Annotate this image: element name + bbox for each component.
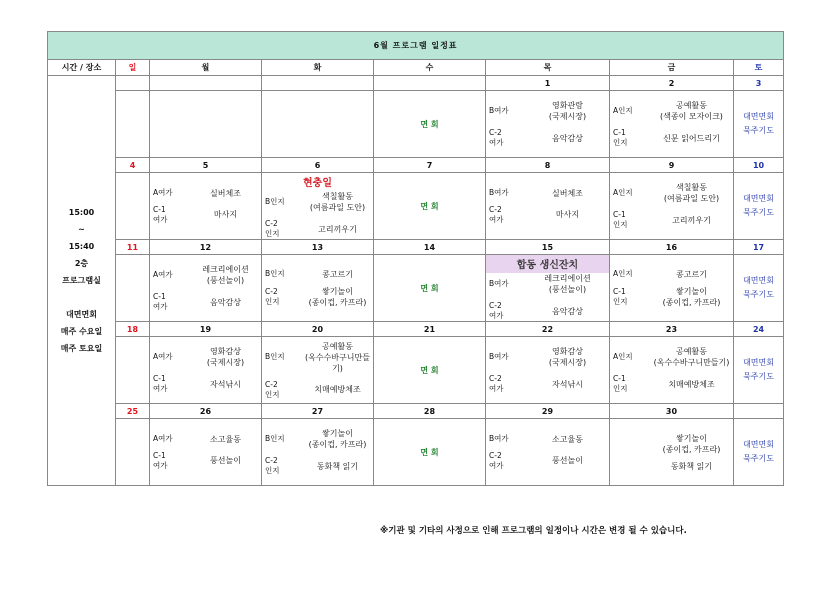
activity-name: 고리끼우기 bbox=[318, 224, 357, 234]
activity-grid bbox=[610, 433, 733, 472]
date-mon: 5 bbox=[150, 158, 262, 173]
activity-name: 영화관람 (국제시장) bbox=[548, 101, 587, 121]
group-label: C-1 여가 bbox=[153, 374, 168, 393]
date-thu: 29 bbox=[486, 404, 610, 419]
date-fri: 23 bbox=[610, 322, 734, 337]
activity-name: 풍선놀이 bbox=[210, 456, 241, 465]
date-mon: 19 bbox=[150, 322, 262, 337]
activity-grid bbox=[262, 191, 373, 239]
activity-grid bbox=[150, 434, 261, 471]
activity-name: 쌓기놀이 (종이컵, 카프라) bbox=[308, 286, 367, 307]
activity-name: 실버체조 bbox=[210, 188, 241, 198]
activity-grid bbox=[486, 346, 609, 394]
date-sat: 3 bbox=[734, 76, 784, 91]
header-sat: 토 bbox=[734, 60, 784, 76]
floor: 2층 bbox=[74, 259, 89, 268]
activity-name: 콩고르기 bbox=[676, 269, 707, 279]
activity-row bbox=[48, 337, 784, 404]
time-start: 15:00 bbox=[68, 208, 95, 217]
cell-mon-week1 bbox=[150, 91, 262, 158]
activity-name: 마사지 bbox=[555, 210, 580, 219]
group-label: A인지 bbox=[613, 352, 633, 361]
cell-fri-week4 bbox=[610, 337, 734, 404]
date-wed: 7 bbox=[374, 158, 486, 173]
room: 프로그램실 bbox=[62, 276, 101, 285]
cell-tue-week4 bbox=[262, 337, 374, 404]
date-row bbox=[48, 240, 784, 255]
visit-title: 대면면회 bbox=[66, 310, 97, 319]
group-label: B인지 bbox=[265, 197, 285, 206]
activity-grid bbox=[262, 428, 373, 476]
header-wed: 수 bbox=[374, 60, 486, 76]
activity-name: 풍선놀이 bbox=[552, 456, 583, 465]
date-thu: 8 bbox=[486, 158, 610, 173]
saturday-cell: 대면면회 묵주기도 bbox=[734, 419, 784, 486]
activity-grid bbox=[610, 346, 733, 394]
event-banner: 현충일 bbox=[303, 178, 332, 189]
activity-name: 레크리에이션 (풍선놀이) bbox=[544, 274, 591, 294]
activity-name: 자석낚시 bbox=[552, 379, 583, 389]
header-tue: 화 bbox=[262, 60, 374, 76]
group-label: A인지 bbox=[613, 188, 633, 197]
group-label: A인지 bbox=[613, 269, 633, 278]
date-wed bbox=[374, 76, 486, 91]
activity-grid bbox=[262, 269, 373, 308]
group-label: C-2 여가 bbox=[489, 204, 504, 224]
activity-name: 자석낚시 bbox=[210, 379, 241, 389]
meeting-cell: 면 회 bbox=[374, 419, 486, 486]
date-row bbox=[48, 158, 784, 173]
activity-grid bbox=[262, 341, 373, 400]
group-label: C-2 여가 bbox=[489, 374, 504, 393]
side-info bbox=[48, 204, 115, 357]
date-fri: 2 bbox=[610, 76, 734, 91]
date-sun: 11 bbox=[116, 240, 150, 255]
activity-grid bbox=[610, 100, 733, 148]
group-label: B여가 bbox=[489, 279, 509, 288]
date-sat: 10 bbox=[734, 158, 784, 173]
date-sun: 4 bbox=[116, 158, 150, 173]
activity-name: 공예활동 (옥수수바구니만들기) bbox=[305, 341, 370, 373]
header-sun: 일 bbox=[116, 60, 150, 76]
group-label: C-2 인지 bbox=[265, 219, 280, 238]
date-sun: 25 bbox=[116, 404, 150, 419]
schedule-table bbox=[47, 31, 784, 486]
header-mon: 월 bbox=[150, 60, 262, 76]
event-banner: 합동 생신잔치 bbox=[486, 255, 609, 273]
activity-name: 동화책 읽기 bbox=[316, 461, 359, 471]
group-label: B인지 bbox=[265, 352, 285, 361]
activity-name: 공예활동 (색종이 모자이크) bbox=[660, 101, 723, 121]
cell-fri-week2 bbox=[610, 173, 734, 240]
activity-grid bbox=[486, 188, 609, 225]
date-fri: 30 bbox=[610, 404, 734, 419]
cell-tue-week1 bbox=[262, 91, 374, 158]
activity-row bbox=[48, 255, 784, 322]
saturday-cell: 대면면회 묵주기도 bbox=[734, 91, 784, 158]
date-wed: 14 bbox=[374, 240, 486, 255]
activity-grid bbox=[150, 188, 261, 225]
activity-grid bbox=[610, 182, 733, 230]
activity-grid bbox=[610, 269, 733, 308]
cell-sun-week2 bbox=[116, 173, 150, 240]
header-time-place: 시간 / 장소 bbox=[48, 60, 116, 76]
date-tue: 6 bbox=[262, 158, 374, 173]
activity-row bbox=[48, 419, 784, 486]
group-label: C-1 인지 bbox=[613, 286, 628, 306]
group-label: C-1 여가 bbox=[153, 450, 168, 470]
meeting-cell: 면 회 bbox=[374, 337, 486, 404]
date-fri: 16 bbox=[610, 240, 734, 255]
date-tue bbox=[262, 76, 374, 91]
group-label: C-2 여가 bbox=[489, 301, 504, 320]
date-tue: 20 bbox=[262, 322, 374, 337]
activity-grid bbox=[150, 346, 261, 394]
activity-name: 영화감상 (국제시장) bbox=[548, 347, 587, 367]
spacer bbox=[48, 289, 115, 306]
cell-sun-week5 bbox=[116, 419, 150, 486]
activity-name: 쌓기놀이 (종이컵, 카프라) bbox=[662, 433, 721, 454]
cell-tue-week2 bbox=[262, 173, 374, 240]
date-wed: 21 bbox=[374, 322, 486, 337]
footnote: ※기관 및 기타의 사정으로 인해 프로그램의 일정이나 시간은 변경 될 수 있습니다. bbox=[380, 526, 687, 536]
schedule-sheet bbox=[47, 31, 783, 486]
tilde: ~ bbox=[78, 225, 85, 234]
cell-mon-week4 bbox=[150, 337, 262, 404]
group-label: B인지 bbox=[265, 434, 285, 443]
cell-fri-week3 bbox=[610, 255, 734, 322]
date-wed: 28 bbox=[374, 404, 486, 419]
activity-name: 신문 읽어드리기 bbox=[663, 133, 720, 143]
activity-grid bbox=[150, 264, 261, 312]
time-end: 15:40 bbox=[68, 242, 95, 251]
cell-thu-week4 bbox=[486, 337, 610, 404]
cell-sun-week4 bbox=[116, 337, 150, 404]
saturday-cell: 대면면회 묵주기도 bbox=[734, 173, 784, 240]
cell-tue-week3 bbox=[262, 255, 374, 322]
group-label: B여가 bbox=[489, 352, 509, 361]
date-row bbox=[48, 322, 784, 337]
activity-name: 색칠활동 (여름과일 도안) bbox=[309, 192, 366, 212]
activity-name: 치매예방체조 bbox=[668, 379, 715, 389]
cell-fri-week1 bbox=[610, 91, 734, 158]
meeting-cell: 면 회 bbox=[374, 91, 486, 158]
date-sun bbox=[116, 76, 150, 91]
activity-name: 레크리에이션 (풍선놀이) bbox=[202, 265, 249, 285]
group-label: C-1 인지 bbox=[613, 128, 628, 147]
date-sat: 24 bbox=[734, 322, 784, 337]
group-label: C-1 여가 bbox=[153, 292, 168, 311]
cell-sun-week3 bbox=[116, 255, 150, 322]
activity-name: 색칠활동 (여름과일 도안) bbox=[663, 183, 720, 203]
cell-thu-week1 bbox=[486, 91, 610, 158]
activity-name: 소고율동 bbox=[210, 434, 241, 444]
activity-name: 영화감상 (국제시장) bbox=[206, 347, 245, 367]
saturday-cell: 대면면회 묵주기도 bbox=[734, 337, 784, 404]
cell-thu-week2 bbox=[486, 173, 610, 240]
group-label: C-2 인지 bbox=[265, 286, 280, 306]
date-sat: 17 bbox=[734, 240, 784, 255]
group-label: B여가 bbox=[489, 106, 509, 115]
date-mon: 12 bbox=[150, 240, 262, 255]
cell-mon-week2 bbox=[150, 173, 262, 240]
activity-name: 마사지 bbox=[213, 210, 238, 219]
group-label: C-1 인지 bbox=[613, 210, 628, 229]
group-label: A여가 bbox=[153, 434, 173, 443]
cell-sun-week1 bbox=[116, 91, 150, 158]
activity-name: 콩고르기 bbox=[322, 269, 353, 279]
group-label: A인지 bbox=[613, 106, 633, 115]
meeting-cell: 면 회 bbox=[374, 173, 486, 240]
activity-name: 음악감상 bbox=[552, 306, 583, 316]
group-label: A여가 bbox=[153, 352, 173, 361]
activity-name: 소고율동 bbox=[552, 434, 583, 444]
header-row bbox=[48, 60, 784, 76]
group-label: C-2 여가 bbox=[489, 450, 504, 470]
activity-grid bbox=[486, 100, 609, 148]
header-thu: 목 bbox=[486, 60, 610, 76]
date-tue: 27 bbox=[262, 404, 374, 419]
activity-row bbox=[48, 173, 784, 240]
date-row bbox=[48, 404, 784, 419]
activity-grid bbox=[486, 273, 609, 321]
page-title: 6월 프로그램 일정표 bbox=[48, 32, 784, 60]
visit-sat: 매주 토요일 bbox=[60, 344, 103, 353]
group-label: B인지 bbox=[265, 269, 285, 278]
activity-name: 공예활동 (옥수수바구니만들기) bbox=[653, 347, 730, 367]
cell-thu-week5 bbox=[486, 419, 610, 486]
group-label: A여가 bbox=[153, 188, 173, 197]
activity-name: 음악감상 bbox=[210, 297, 241, 307]
group-label: C-1 인지 bbox=[613, 374, 628, 393]
activity-name: 음악감상 bbox=[552, 133, 583, 143]
activity-name: 쌓기놀이 (종이컵, 카프라) bbox=[662, 286, 721, 307]
activity-name: 치매예방체조 bbox=[314, 385, 361, 394]
date-row bbox=[48, 76, 784, 91]
date-sun: 18 bbox=[116, 322, 150, 337]
activity-name: 고리끼우기 bbox=[672, 215, 711, 225]
visit-wed: 매주 수요일 bbox=[60, 327, 103, 336]
group-label: B여가 bbox=[489, 188, 509, 197]
cell-mon-week3 bbox=[150, 255, 262, 322]
cell-thu-week3 bbox=[486, 255, 610, 322]
date-tue: 13 bbox=[262, 240, 374, 255]
header-fri: 금 bbox=[610, 60, 734, 76]
group-label: C-1 여가 bbox=[153, 204, 168, 224]
group-label: C-2 인지 bbox=[265, 456, 280, 475]
group-label: B여가 bbox=[489, 434, 509, 443]
group-label: C-2 여가 bbox=[489, 128, 504, 147]
saturday-cell: 대면면회 묵주기도 bbox=[734, 255, 784, 322]
date-thu: 22 bbox=[486, 322, 610, 337]
activity-row bbox=[48, 91, 784, 158]
date-mon bbox=[150, 76, 262, 91]
cell-fri-week5 bbox=[610, 419, 734, 486]
date-thu: 1 bbox=[486, 76, 610, 91]
date-sat bbox=[734, 404, 784, 419]
group-label: A여가 bbox=[153, 270, 173, 279]
group-label: C-2 인지 bbox=[265, 379, 280, 399]
activity-name: 실버체조 bbox=[552, 188, 583, 198]
activity-grid bbox=[486, 434, 609, 471]
date-fri: 9 bbox=[610, 158, 734, 173]
time-place-column bbox=[48, 76, 116, 486]
activity-name: 동화책 읽기 bbox=[670, 461, 713, 471]
date-thu: 15 bbox=[486, 240, 610, 255]
cell-tue-week5 bbox=[262, 419, 374, 486]
cell-mon-week5 bbox=[150, 419, 262, 486]
meeting-cell: 면 회 bbox=[374, 255, 486, 322]
activity-name: 쌓기놀이 (종이컵, 카프라) bbox=[308, 429, 367, 449]
date-mon: 26 bbox=[150, 404, 262, 419]
